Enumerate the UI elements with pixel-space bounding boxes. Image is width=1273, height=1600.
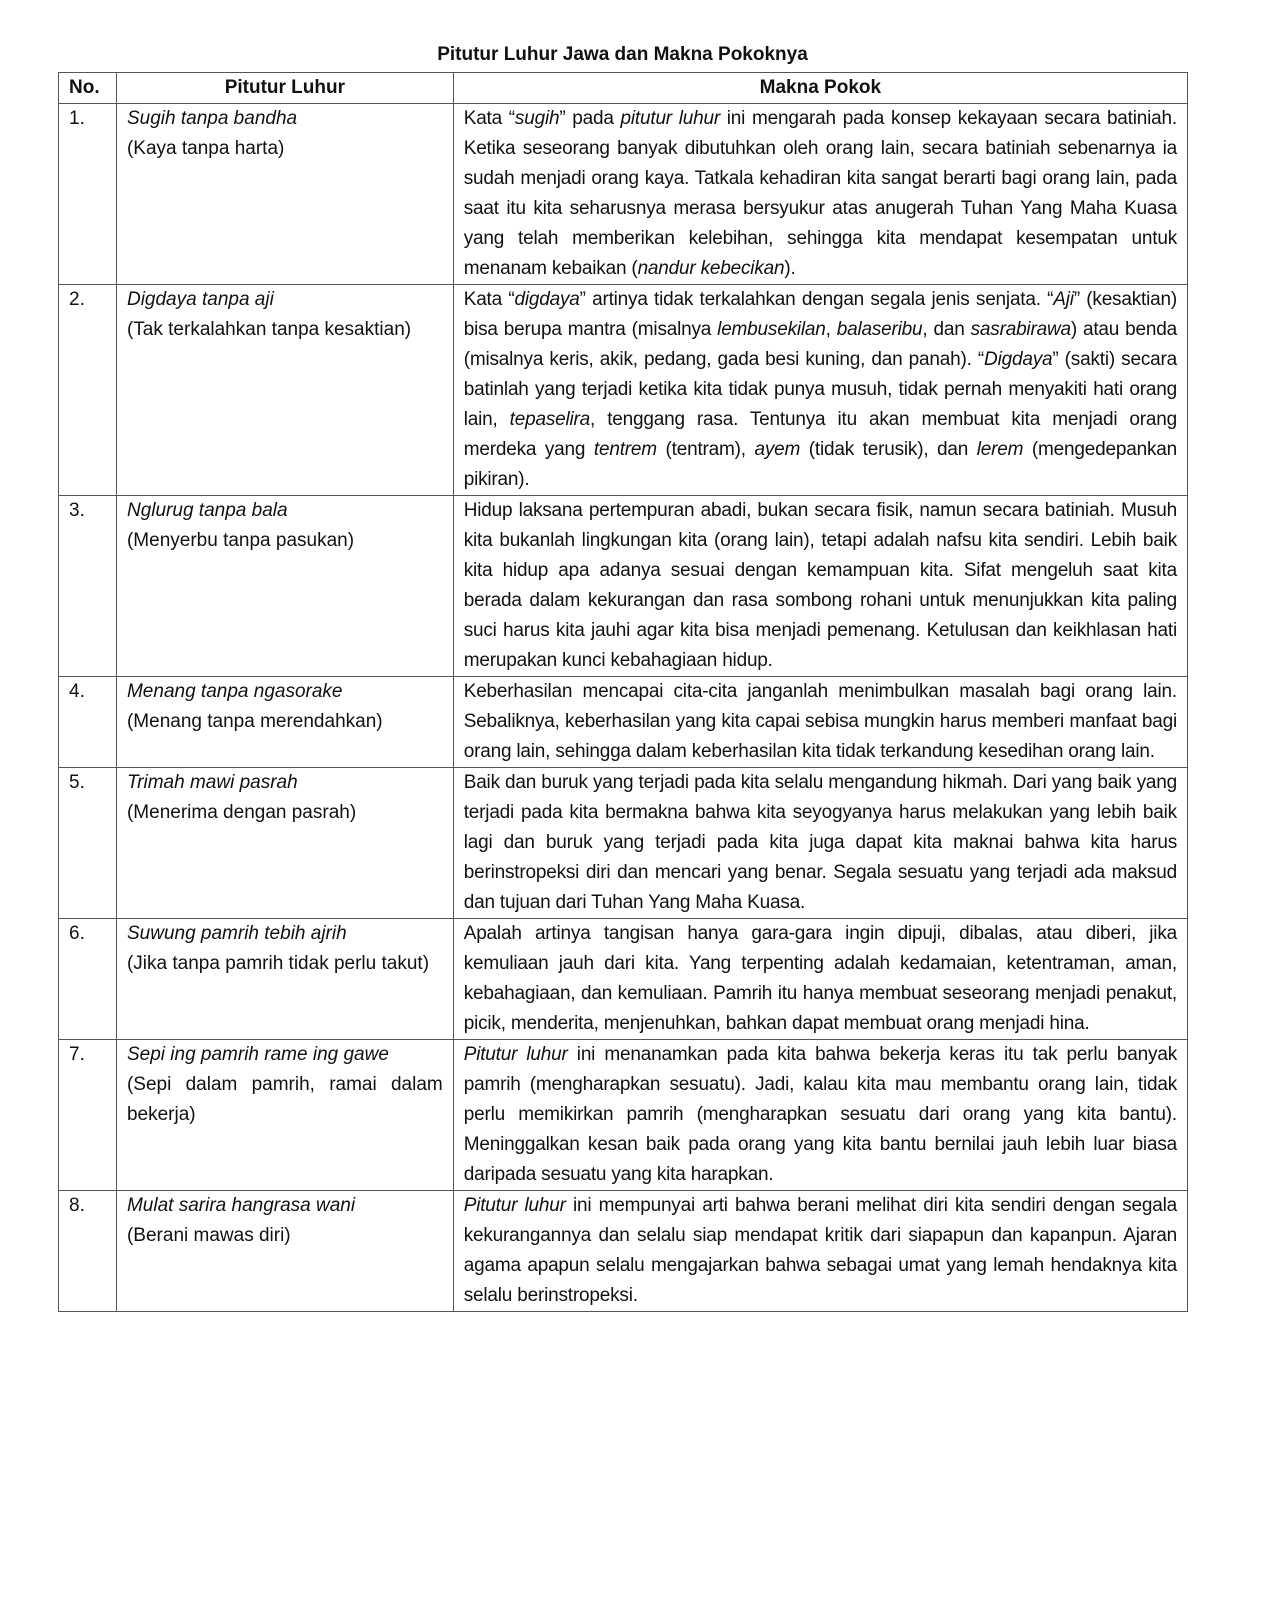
table-row [59, 496, 1188, 677]
makna-cell [453, 1191, 1187, 1312]
table-row [59, 1040, 1188, 1191]
makna-text-segment: ayem [754, 439, 801, 460]
makna-text-segment: ) atau benda (misalnya keris, akik, pedang, gada besi kuning, dan panah). “ [463, 319, 1177, 370]
pitutur-translation: (Menerima dengan pasrah) [126, 802, 357, 823]
makna-text-segment: nandur kebecikan [637, 258, 785, 279]
makna-text-segment: Kata “ [463, 289, 515, 310]
pitutur-cell [116, 496, 453, 677]
makna-text-segment: balaseribu [836, 319, 923, 340]
row-number: 1. [59, 104, 117, 285]
makna-text-segment: ). [784, 258, 796, 279]
makna-cell [453, 104, 1187, 285]
pitutur-phrase: Sepi ing pamrih rame ing gawe [126, 1044, 389, 1065]
pitutur-table [58, 72, 1188, 1312]
makna-text-segment: (mengedepankan pikiran). [463, 439, 1178, 490]
makna-text-segment: , dan [922, 319, 971, 340]
makna-text-segment: Pitutur luhur [463, 1044, 568, 1065]
row-number: 2. [59, 285, 117, 496]
makna-text-segment: sasrabirawa [970, 319, 1071, 340]
makna-text-segment: tentrem [593, 439, 657, 460]
header-makna: Makna Pokok [453, 73, 1187, 104]
makna-text-segment: tepaselira [509, 409, 591, 430]
makna-text-segment: Baik dan buruk yang terjadi pada kita selalu mengandung hikmah. Dari yang baik yang terjadi pada kita bermakna bahwa kita seyogyanya harus melakukan yang lebih baik lagi dan buruk yang terjadi pada kita juga dapat kita maknai bahwa kita harus berinstropeksi diri dan mencari yang benar. Segala sesuatu yang terjadi ada maksud dan tujuan dari Tuhan Yang Maha Kuasa. [463, 772, 1177, 913]
pitutur-translation: (Kaya tanpa harta) [126, 138, 285, 159]
makna-text-segment: Hidup laksana pertempuran abadi, bukan secara fisik, namun secara batiniah. Musuh kita bukanlah lingkungan kita (orang lain), tetapi adalah nafsu kita sendiri. Lebih baik kita hidup apa adanya sesuai dengan kemampuan kita. Sifat mengeluh saat kita berada dalam kekurangan dan rasa sombong rohani untuk menunjukkan kita paling suci harus kita jauhi agar kita bisa menjadi pemenang. Ketulusan dan keikhlasan hati merupakan kunci kebahagiaan hidup. [463, 500, 1177, 671]
row-number: 8. [59, 1191, 117, 1312]
table-header-row [59, 73, 1188, 104]
pitutur-cell [116, 919, 453, 1040]
makna-text-segment: ini mengarah pada konsep kekayaan secara batiniah. Ketika seseorang banyak dibutuhkan oleh orang lain, secara batiniah sebenarnya ia sudah menjadi orang kaya. Tatkala kehadiran kita sangat berarti bagi orang lain, pada saat itu kita seharusnya merasa bersyukur atas anugerah Tuhan Yang Maha Kuasa yang telah memberikan kelebihan, sehingga kita mendapat kesempatan untuk menanam kebaikan ( [463, 108, 1177, 279]
pitutur-translation: (Tak terkalahkan tanpa kesaktian) [126, 319, 412, 340]
pitutur-cell [116, 1040, 453, 1191]
table-row [59, 285, 1188, 496]
pitutur-translation: (Menyerbu tanpa pasukan) [126, 530, 355, 551]
row-number: 6. [59, 919, 117, 1040]
makna-cell [453, 1040, 1187, 1191]
pitutur-phrase: Digdaya tanpa aji [126, 289, 274, 310]
makna-text-segment: , [825, 319, 837, 340]
pitutur-phrase: Suwung pamrih tebih ajrih [126, 923, 347, 944]
makna-text-segment: ” pada [559, 108, 621, 129]
makna-text-segment: ” artinya tidak terkalahkan dengan segala jenis senjata. “ [579, 289, 1054, 310]
row-number: 5. [59, 768, 117, 919]
pitutur-phrase: Sugih tanpa bandha [126, 108, 298, 129]
pitutur-cell [116, 285, 453, 496]
makna-text-segment: digdaya [514, 289, 580, 310]
makna-text-segment: ini mempunyai arti bahwa berani melihat diri kita sendiri dengan segala kekurangannya dan selalu siap mendapat kritik dari siapapun dan kapanpun. Ajaran agama apapun selalu mengajarkan bahwa sebagai umat yang lemah hendaknya kita selalu berinstropeksi. [463, 1195, 1177, 1306]
table-row [59, 104, 1188, 285]
makna-cell [453, 768, 1187, 919]
pitutur-phrase: Mulat sarira hangrasa wani [126, 1195, 356, 1216]
pitutur-translation: (Berani mawas diri) [126, 1225, 291, 1246]
table-row [59, 1191, 1188, 1312]
pitutur-cell [116, 677, 453, 768]
header-no: No. [59, 73, 117, 104]
makna-text-segment: lerem [976, 439, 1024, 460]
pitutur-translation: (Jika tanpa pamrih tidak perlu takut) [126, 953, 430, 974]
makna-cell [453, 677, 1187, 768]
makna-text-segment: , tenggang rasa. Tentunya itu akan membuat kita menjadi orang merdeka yang [463, 409, 1178, 460]
header-pitutur: Pitutur Luhur [116, 73, 453, 104]
makna-text-segment: ini menanamkan pada kita bahwa bekerja keras itu tak perlu banyak pamrih (mengharapkan sesuatu). Jadi, kalau kita mau membantu orang lain, tidak perlu memikirkan pamrih (mengharapkan sesuatu dari orang yang kita bantu). Meninggalkan kesan baik pada orang yang kita bantu bernilai jauh lebih luar biasa daripada sesuatu yang kita harapkan. [463, 1044, 1177, 1185]
makna-text-segment: ” (kesaktian) bisa berupa mantra (misalnya [463, 289, 1177, 340]
makna-text-segment: (tentram), [656, 439, 755, 460]
row-number: 3. [59, 496, 117, 677]
pitutur-translation: (Sepi dalam pamrih, ramai dalam bekerja) [126, 1074, 443, 1125]
makna-cell [453, 919, 1187, 1040]
makna-text-segment: Pitutur luhur [463, 1195, 566, 1216]
makna-text-segment: Keberhasilan mencapai cita-cita janganlah menimbulkan masalah bagi orang lain. Sebaliknya, keberhasilan yang kita capai sebisa mungkin harus memberi manfaat bagi orang lain, sehingga dalam keberhasilan kita tidak terkandung kesedihan orang lain. [463, 681, 1177, 762]
makna-text-segment: Aji [1053, 289, 1074, 310]
row-number: 4. [59, 677, 117, 768]
document-title: Pitutur Luhur Jawa dan Makna Pokoknya [437, 44, 808, 65]
row-number: 7. [59, 1040, 117, 1191]
pitutur-phrase: Trimah mawi pasrah [126, 772, 298, 793]
makna-text-segment: Kata “ [463, 108, 515, 129]
makna-cell [453, 496, 1187, 677]
pitutur-phrase: Nglurug tanpa bala [126, 500, 288, 521]
makna-text-segment: Digdaya [984, 349, 1053, 370]
table-row [59, 677, 1188, 768]
makna-cell [453, 285, 1187, 496]
makna-text-segment: (tidak terusik), dan [800, 439, 977, 460]
pitutur-cell [116, 768, 453, 919]
makna-text-segment: ” (sakti) secara batinlah yang terjadi ketika kita tidak punya musuh, tidak pernah menyakiti hati orang lain, [463, 349, 1177, 430]
makna-text-segment: sugih [514, 108, 560, 129]
pitutur-translation: (Menang tanpa merendahkan) [126, 711, 383, 732]
table-row [59, 768, 1188, 919]
makna-text-segment: Apalah artinya tangisan hanya gara-gara ingin dipuji, dibalas, atau diberi, jika kemuliaan jauh dari kita. Yang terpenting adalah kedamaian, ketentraman, aman, kebahagiaan, dan kemuliaan. Pamrih itu hanya membuat seseorang menjadi penakut, picik, menderita, menjenuhkan, bahkan dapat membuat orang menjadi hina. [463, 923, 1177, 1034]
table-row [59, 919, 1188, 1040]
makna-text-segment: lembusekilan [717, 319, 826, 340]
makna-text-segment: pitutur luhur [620, 108, 720, 129]
pitutur-cell [116, 1191, 453, 1312]
pitutur-phrase: Menang tanpa ngasorake [126, 681, 343, 702]
pitutur-cell [116, 104, 453, 285]
